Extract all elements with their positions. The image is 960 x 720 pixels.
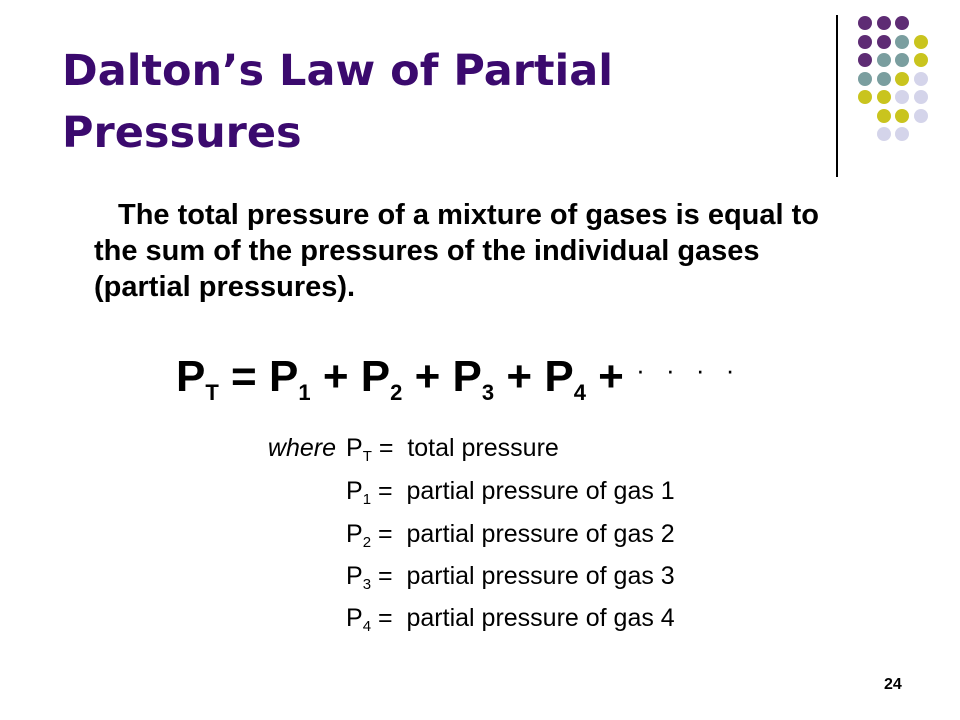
decorative-dot xyxy=(877,53,891,67)
definition-row-pt xyxy=(267,434,559,465)
decorative-dot xyxy=(914,72,928,86)
formula-plus: + xyxy=(506,352,533,401)
definition-equals: = xyxy=(377,562,393,590)
decorative-dot xyxy=(877,90,891,104)
decorative-dot xyxy=(877,127,891,141)
decorative-dot xyxy=(858,72,872,86)
decorative-dot xyxy=(877,16,891,30)
definition-equals: = xyxy=(378,434,394,462)
decorative-dot xyxy=(858,90,872,104)
formula-term-p2: $P_2$ xyxy=(360,352,403,405)
definition-meaning: partial pressure of gas 2 xyxy=(406,520,675,548)
decorative-dot xyxy=(895,127,909,141)
definition-text: The total pressure of a mixture of gases is equal to the sum of the pressures of the individual gases (partial pressures). xyxy=(94,199,820,303)
decorative-dot xyxy=(858,35,872,49)
decorative-dot xyxy=(914,35,928,49)
decorative-dot xyxy=(858,16,872,30)
definition-meaning: total pressure xyxy=(407,434,559,462)
definition-equals: = xyxy=(377,520,393,548)
decorative-dot xyxy=(877,72,891,86)
formula-ellipsis: · · · · xyxy=(636,355,742,385)
formula-term-p1: $P_1$ xyxy=(268,352,311,405)
definition-symbol: $P_T$ xyxy=(346,434,372,465)
formula-term-p3: $P_3$ xyxy=(452,352,495,405)
title-divider-line xyxy=(836,15,838,177)
definition-symbol: $P_1$ xyxy=(346,477,372,508)
page-number: 24 xyxy=(884,676,902,693)
decorative-dot xyxy=(914,53,928,67)
definition-symbol: $P_3$ xyxy=(346,562,372,593)
definition-equals: = xyxy=(377,477,393,505)
decorative-dot xyxy=(895,16,909,30)
decorative-dot xyxy=(895,72,909,86)
definition-meaning: partial pressure of gas 4 xyxy=(406,604,675,632)
slide-title: Dalton’s Law of Partial Pressures xyxy=(62,46,614,158)
definition-meaning: partial pressure of gas 3 xyxy=(406,562,675,590)
formula-equals: = xyxy=(231,352,257,401)
decorative-dot xyxy=(858,53,872,67)
formula-plus: + xyxy=(414,352,441,401)
definition-row-p3 xyxy=(346,562,675,591)
decorative-dot xyxy=(877,35,891,49)
definition-row-p4 xyxy=(346,604,675,633)
daltons-law-formula xyxy=(176,352,742,405)
decorative-dot xyxy=(914,90,928,104)
definition-equals: = xyxy=(377,604,393,632)
definition-row-p1 xyxy=(346,477,675,506)
decorative-dot xyxy=(895,53,909,67)
formula-plus: + xyxy=(598,352,624,401)
where-label: where xyxy=(267,434,336,462)
definition-symbol: $P_2$ xyxy=(346,520,372,551)
definition-meaning: partial pressure of gas 1 xyxy=(406,477,675,505)
decorative-dot xyxy=(895,35,909,49)
formula-plus: + xyxy=(322,352,349,401)
formula-term-pt: $P_T$ xyxy=(176,352,219,405)
decorative-dot xyxy=(895,109,909,123)
formula-term-p4: $P_4$ xyxy=(544,352,586,405)
decorative-dot xyxy=(914,109,928,123)
decorative-dot xyxy=(877,109,891,123)
definition-symbol: $P_4$ xyxy=(346,604,372,635)
definition-row-p2 xyxy=(346,520,675,549)
decorative-dot xyxy=(895,90,909,104)
